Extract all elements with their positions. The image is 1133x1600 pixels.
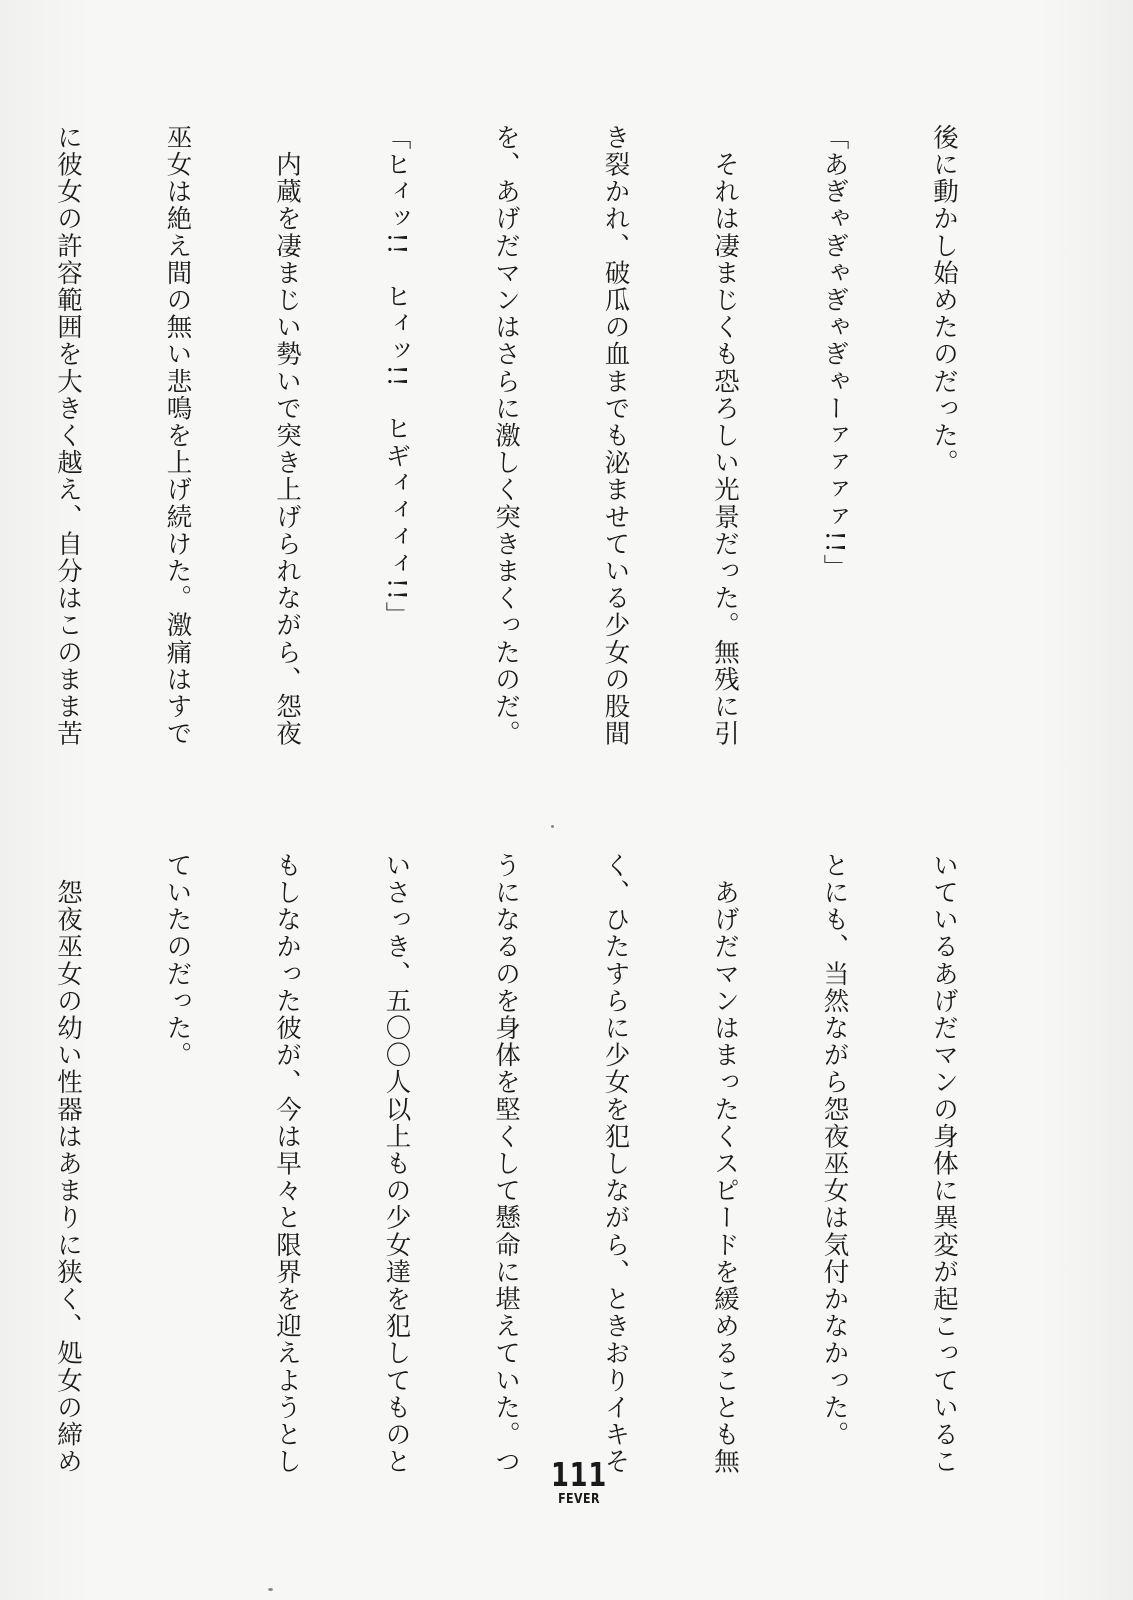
text-line: き裂かれ、破瓜の血までも泌ませている少女の股間 [600,124,631,748]
text-line: いさっき、五〇〇人以上もの少女達を犯してものと [381,852,412,1476]
text-line: あげだマンはまったくスピードを緩めることも無 [710,852,740,1476]
text-line: 巫女は絶え間の無い悲鳴を上げ続けた。激痛はすで [162,124,193,748]
upper-text-block [0,124,1035,764]
text-line: に彼女の許容範囲を大きく越え、自分はこのまま苦 [53,124,83,748]
text-line: 内蔵を凄まじい勢いで突き上げられながら、怨夜 [272,124,302,748]
scan-speck [551,825,554,828]
text-line: を、あげだマンはさらに激しく突きまくったのだ。 [491,124,521,748]
page-number: 111 [550,1455,608,1494]
text-line: とにも、当然ながら怨夜巫女は気付かなかった。 [819,852,850,1449]
page-label: FEVER [558,1492,600,1507]
text-line: く、ひたすらに少女を犯しながら、ときおりイキそ [600,852,631,1476]
scan-speck [268,1588,273,1591]
text-line: 「あぎゃぎゃぎゃぎゃーァァァァ!!」 [819,124,850,582]
text-line: ていたのだった。 [162,852,193,1069]
text-line: 後に動かし始めたのだった。 [929,124,959,477]
text-line: いているあげだマンの身体に異変が起こっているこ [929,852,959,1476]
text-line: もしなかった彼が、今は早々と限界を迎えようとし [272,852,302,1476]
lower-text-block [0,852,1035,1492]
text-line: 怨夜巫女の幼い性器はあまりに狭く、処女の締め [53,852,83,1476]
text-line: うになるのを身体を堅くして懸命に堪えていた。つ [491,852,521,1476]
text-line: 「ヒィッ!! ヒィッ!! ヒギィィィィ!!」 [381,124,412,629]
text-line: それは凄まじくも恐ろしい光景だった。無残に引 [710,124,740,748]
